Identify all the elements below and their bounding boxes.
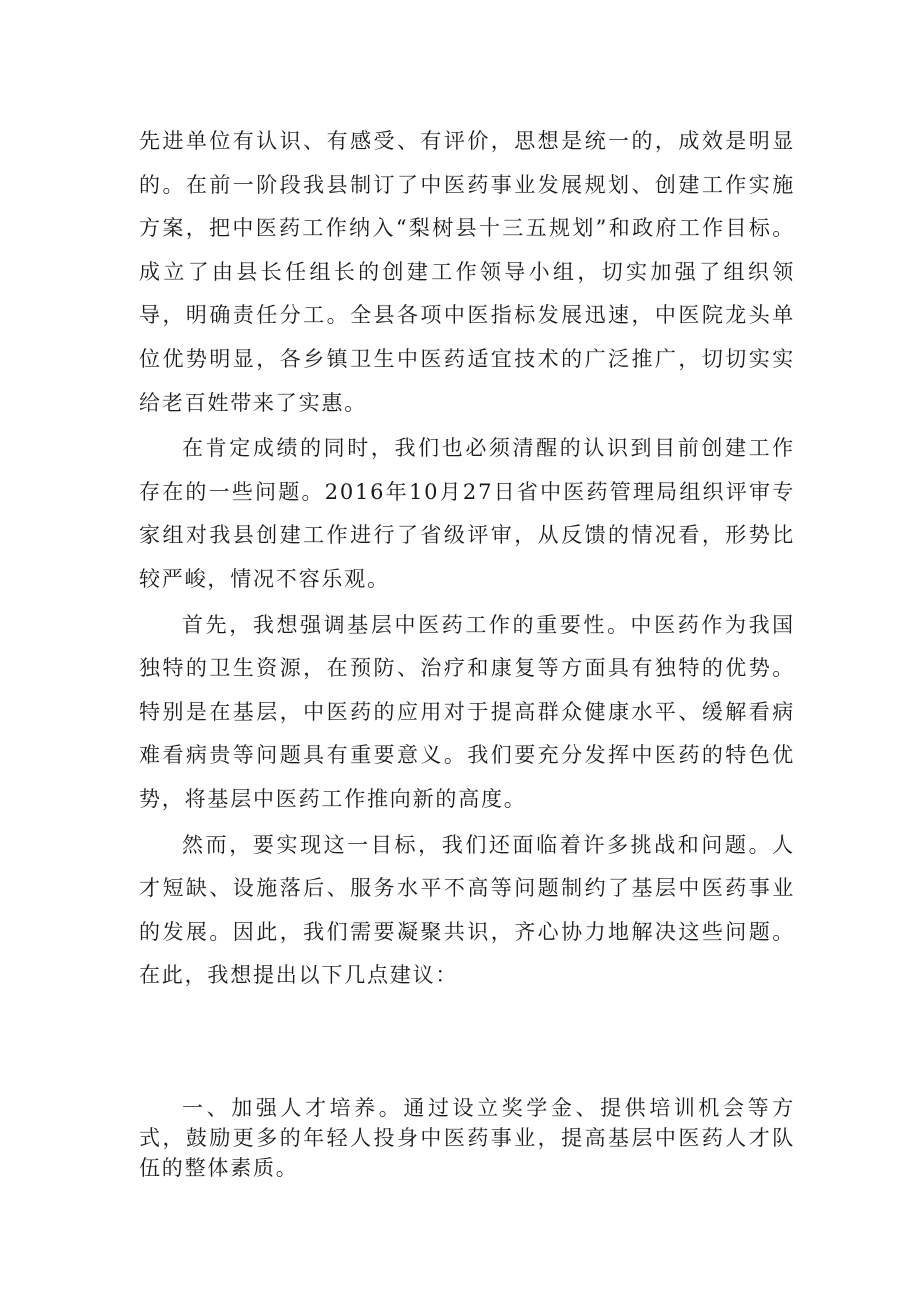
paragraph-suggestion-one: 一、加强人才培养。通过设立奖学金、提供培训机会等方式，鼓励更多的年轻人投身中医药事业，提高基层中医药人才队伍的整体素质。: [139, 1096, 795, 1180]
paragraph-problems: 在肯定成绩的同时，我们也必须清醒的认识到目前创建工作存在的一些问题。2016年10月27日省中医药管理局组织评审专家组对我县创建工作进行了省级评审，从反馈的情况看，形势比较严峻，情况不容乐观。: [139, 436, 795, 591]
paragraph-challenges: 然而，要实现这一目标，我们还面临着许多挑战和问题。人才短缺、设施落后、服务水平不高等问题制约了基层中医药事业的发展。因此，我们需要凝聚共识，齐心协力地解决这些问题。在此，我想提出以下几点建议：: [139, 832, 795, 988]
paragraph-importance: 首先，我想强调基层中医药工作的重要性。中医药作为我国独特的卫生资源，在预防、治疗和康复等方面具有独特的优势。特别是在基层，中医药的应用对于提高群众健康水平、缓解看病难看病贵等问题具有重要意义。我们要充分发挥中医药的特色优势，将基层中医药工作推向新的高度。: [139, 612, 795, 811]
document-body: [139, 120, 795, 1000]
suggestion-block: [139, 1093, 795, 1183]
paragraph-achievements: 先进单位有认识、有感受、有评价，思想是统一的，成效是明显的。在前一阶段我县制订了中医药事业发展规划、创建工作实施方案，把中医药工作纳入“梨树县十三五规划”和政府工作目标。成立了由县长任组长的创建工作领导小组，切实加强了组织领导，明确责任分工。全县各项中医指标发展迅速，中医院龙头单位优势明显，各乡镇卫生中医药适宜技术的广泛推广，切切实实给老百姓带来了实惠。: [139, 129, 795, 415]
